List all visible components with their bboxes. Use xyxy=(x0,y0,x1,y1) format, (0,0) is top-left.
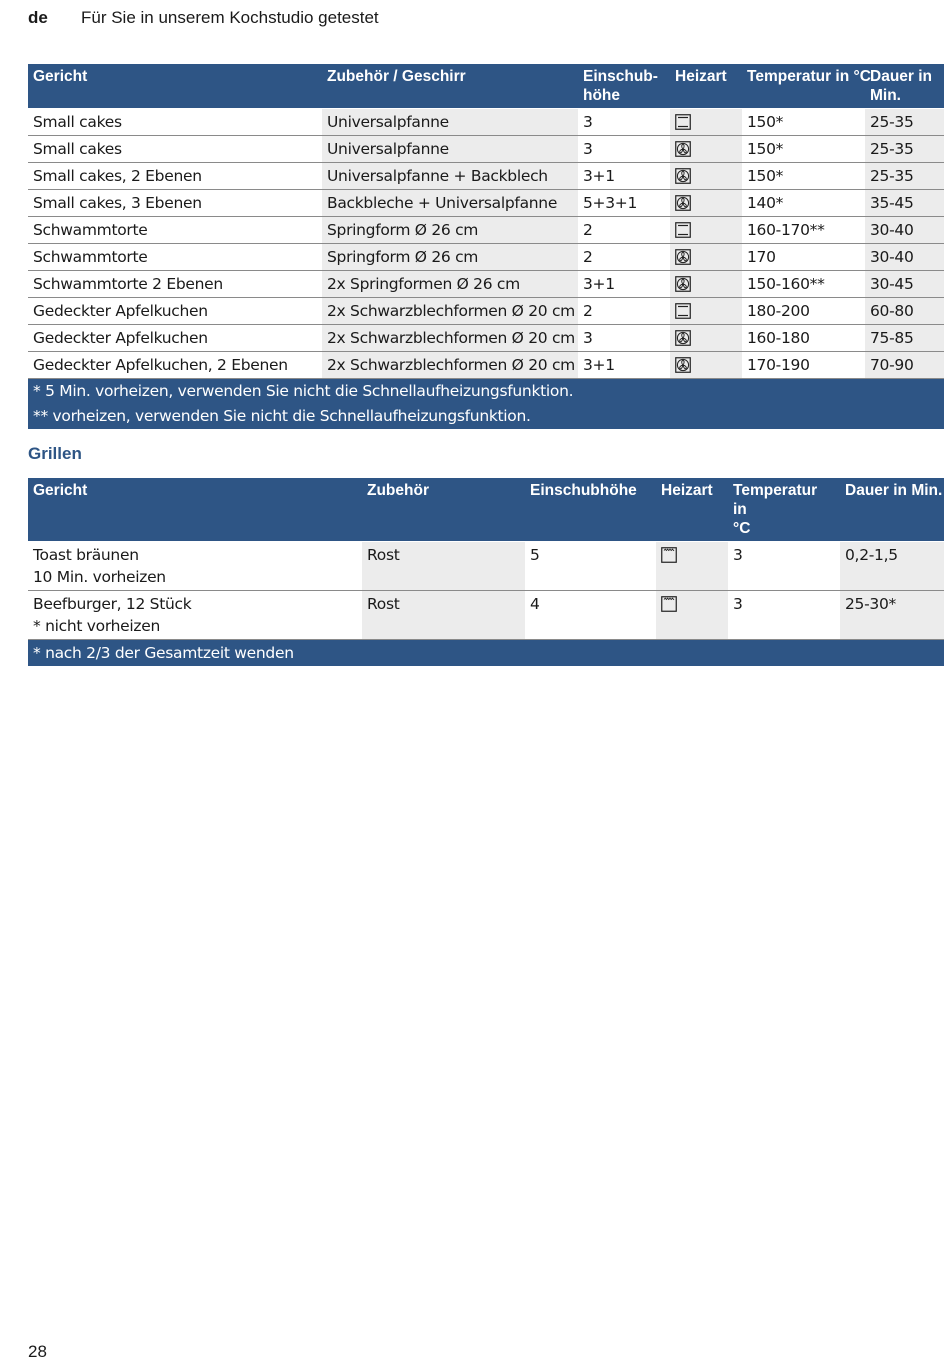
dish-name: Toast bräunen xyxy=(33,546,139,564)
cell-zubehoer: Rost xyxy=(362,542,525,591)
cell-heizart xyxy=(670,325,742,352)
cell-temperatur: 140* xyxy=(742,190,865,217)
cell-zubehoer: Universalpfanne xyxy=(322,109,578,136)
cell-dauer: 75-85 xyxy=(865,325,944,352)
cell-gericht: Small cakes xyxy=(28,109,322,136)
cell-heizart xyxy=(670,244,742,271)
cell-gericht xyxy=(28,591,362,640)
cell-gericht: Schwammtorte 2 Ebenen xyxy=(28,271,322,298)
footnote: * 5 Min. vorheizen, verwenden Sie nicht die Schnellaufheizungsfunktion. xyxy=(28,379,944,405)
heissluft-icon xyxy=(675,354,691,376)
col-header-zubehoer: Zubehör / Geschirr xyxy=(322,64,578,109)
baking-table xyxy=(28,64,944,429)
cell-gericht: Gedeckter Apfelkuchen xyxy=(28,298,322,325)
oben-unterhitze-icon xyxy=(675,300,691,322)
cell-einschubhoehe: 3+1 xyxy=(578,271,670,298)
oben-unterhitze-icon xyxy=(675,111,691,133)
cell-einschubhoehe: 5+3+1 xyxy=(578,190,670,217)
col-header-dauer: Dauer in Min. xyxy=(840,478,944,542)
cell-dauer: 25-35 xyxy=(865,136,944,163)
table-row xyxy=(28,271,944,298)
cell-zubehoer: 2x Springformen Ø 26 cm xyxy=(322,271,578,298)
cell-gericht: Small cakes xyxy=(28,136,322,163)
cell-gericht: Gedeckter Apfelkuchen xyxy=(28,325,322,352)
col-header-heizart: Heizart xyxy=(656,478,728,542)
table-row xyxy=(28,136,944,163)
cell-gericht: Schwammtorte xyxy=(28,217,322,244)
table-footnote-row xyxy=(28,379,944,405)
col-header-gericht: Gericht xyxy=(28,478,362,542)
dish-note: * nicht vorheizen xyxy=(33,617,160,635)
heissluft-icon xyxy=(675,246,691,268)
cell-einschubhoehe: 4 xyxy=(525,591,656,640)
cell-temperatur: 3 xyxy=(728,542,840,591)
table-header-row xyxy=(28,478,944,542)
cell-zubehoer: Backbleche + Universalpfanne xyxy=(322,190,578,217)
cell-dauer: 30-45 xyxy=(865,271,944,298)
grill-table xyxy=(28,478,944,666)
table-row xyxy=(28,217,944,244)
footnote: ** vorheizen, verwenden Sie nicht die Schnellaufheizungsfunktion. xyxy=(28,404,944,429)
cell-heizart xyxy=(670,217,742,244)
cell-temperatur: 160-170** xyxy=(742,217,865,244)
cell-heizart xyxy=(656,542,728,591)
cell-heizart xyxy=(670,136,742,163)
heissluft-icon xyxy=(675,165,691,187)
heissluft-icon xyxy=(675,192,691,214)
grill-icon xyxy=(661,593,677,615)
cell-einschubhoehe: 5 xyxy=(525,542,656,591)
cell-temperatur: 150* xyxy=(742,136,865,163)
cell-heizart xyxy=(656,591,728,640)
col-header-einschubhoehe: Einschub- höhe xyxy=(578,64,670,109)
page-header xyxy=(28,8,379,28)
table-row xyxy=(28,244,944,271)
cell-heizart xyxy=(670,190,742,217)
cell-einschubhoehe: 3 xyxy=(578,136,670,163)
cell-dauer: 25-35 xyxy=(865,163,944,190)
table-row xyxy=(28,163,944,190)
cell-temperatur: 160-180 xyxy=(742,325,865,352)
cell-dauer: 35-45 xyxy=(865,190,944,217)
col-header-gericht: Gericht xyxy=(28,64,322,109)
cell-einschubhoehe: 3+1 xyxy=(578,352,670,379)
page-title: Für Sie in unserem Kochstudio getestet xyxy=(81,8,379,27)
cell-einschubhoehe: 3+1 xyxy=(578,163,670,190)
table-row xyxy=(28,109,944,136)
cell-temperatur: 170 xyxy=(742,244,865,271)
table-row xyxy=(28,542,944,591)
cell-zubehoer: Rost xyxy=(362,591,525,640)
cell-zubehoer: 2x Schwarzblechformen Ø 20 cm xyxy=(322,298,578,325)
heissluft-icon xyxy=(675,138,691,160)
cell-temperatur: 150-160** xyxy=(742,271,865,298)
section-title-grillen: Grillen xyxy=(28,444,82,463)
table-header-row xyxy=(28,64,944,109)
language-code: de xyxy=(28,8,48,27)
heissluft-icon xyxy=(675,327,691,349)
cell-zubehoer: Universalpfanne xyxy=(322,136,578,163)
cell-zubehoer: Universalpfanne + Backblech xyxy=(322,163,578,190)
col-header-dauer: Dauer in Min. xyxy=(865,64,944,109)
cell-temperatur: 150* xyxy=(742,163,865,190)
cell-dauer: 25-30* xyxy=(840,591,944,640)
col-header-einschubhoehe: Einschubhöhe xyxy=(525,478,656,542)
cell-einschubhoehe: 2 xyxy=(578,298,670,325)
cell-gericht: Gedeckter Apfelkuchen, 2 Ebenen xyxy=(28,352,322,379)
cell-dauer: 30-40 xyxy=(865,217,944,244)
cell-heizart xyxy=(670,352,742,379)
cell-dauer: 0,2-1,5 xyxy=(840,542,944,591)
cell-gericht: Small cakes, 2 Ebenen xyxy=(28,163,322,190)
cell-dauer: 70-90 xyxy=(865,352,944,379)
table-row xyxy=(28,325,944,352)
table-footnote-row xyxy=(28,640,944,667)
cell-heizart xyxy=(670,298,742,325)
footnote: * nach 2/3 der Gesamtzeit wenden xyxy=(28,640,944,667)
cell-temperatur: 170-190 xyxy=(742,352,865,379)
cell-heizart xyxy=(670,109,742,136)
dish-name: Beefburger, 12 Stück xyxy=(33,595,192,613)
cell-temperatur: 180-200 xyxy=(742,298,865,325)
page-number: 28 xyxy=(28,1342,47,1361)
col-header-zubehoer: Zubehör xyxy=(362,478,525,542)
cell-dauer: 25-35 xyxy=(865,109,944,136)
cell-gericht: Small cakes, 3 Ebenen xyxy=(28,190,322,217)
cell-dauer: 60-80 xyxy=(865,298,944,325)
cell-einschubhoehe: 2 xyxy=(578,244,670,271)
dish-note: 10 Min. vorheizen xyxy=(33,568,166,586)
grill-icon xyxy=(661,544,677,566)
table-row xyxy=(28,591,944,640)
cell-heizart xyxy=(670,271,742,298)
cell-zubehoer: Springform Ø 26 cm xyxy=(322,244,578,271)
cell-einschubhoehe: 3 xyxy=(578,109,670,136)
table-row xyxy=(28,352,944,379)
cell-temperatur: 3 xyxy=(728,591,840,640)
cell-zubehoer: 2x Schwarzblechformen Ø 20 cm xyxy=(322,325,578,352)
cell-gericht xyxy=(28,542,362,591)
table-row xyxy=(28,190,944,217)
cell-gericht: Schwammtorte xyxy=(28,244,322,271)
col-header-temperatur: Temperatur in °C xyxy=(728,478,840,542)
col-header-heizart: Heizart xyxy=(670,64,742,109)
cell-zubehoer: 2x Schwarzblechformen Ø 20 cm xyxy=(322,352,578,379)
col-header-temperatur: Temperatur in °C xyxy=(742,64,865,109)
cell-dauer: 30-40 xyxy=(865,244,944,271)
table-row xyxy=(28,298,944,325)
table-footnote-row xyxy=(28,404,944,429)
cell-einschubhoehe: 3 xyxy=(578,325,670,352)
cell-zubehoer: Springform Ø 26 cm xyxy=(322,217,578,244)
heissluft-icon xyxy=(675,273,691,295)
cell-heizart xyxy=(670,163,742,190)
cell-temperatur: 150* xyxy=(742,109,865,136)
oben-unterhitze-icon xyxy=(675,219,691,241)
cell-einschubhoehe: 2 xyxy=(578,217,670,244)
